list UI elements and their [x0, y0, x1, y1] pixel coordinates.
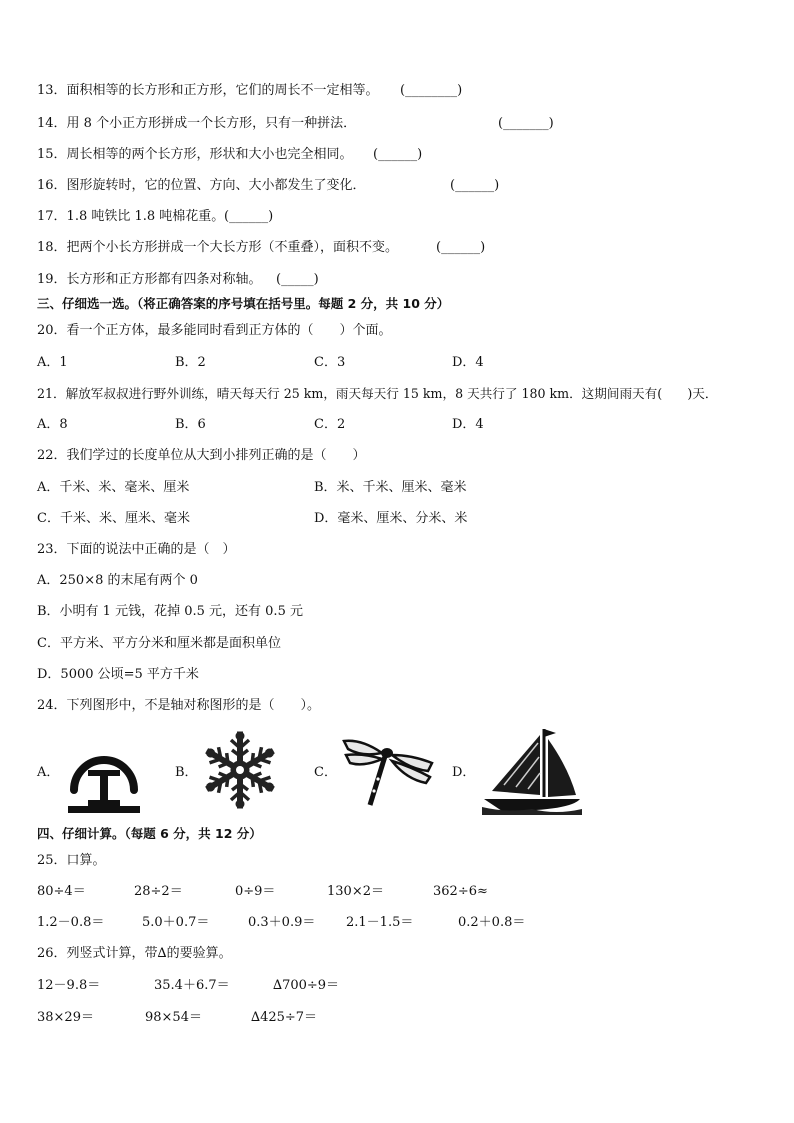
option-24-b-label[interactable]: B． [175, 765, 198, 780]
calc-25-4: 130×2＝ [327, 884, 384, 899]
question-13: 13．面积相等的长方形和正方形，它们的周长不一定相等。 [37, 83, 379, 98]
answer-blank-18[interactable]: (______) [436, 240, 486, 255]
question-22: 22．我们学过的长度单位从大到小排列正确的是（ ） [37, 448, 366, 463]
building-symbol-icon [64, 728, 144, 814]
question-20: 20．看一个正方体，最多能同时看到正方体的（ ）个面。 [37, 323, 392, 338]
dragonfly-icon [340, 733, 434, 809]
option-24-a-label[interactable]: A． [37, 765, 60, 780]
calc-25-2: 28÷2＝ [134, 884, 183, 899]
option-22-d[interactable]: D．毫米、厘米、分米、米 [314, 511, 468, 526]
option-21-c[interactable]: C．2 [314, 417, 346, 432]
question-17: 17．1.8 吨铁比 1.8 吨棉花重。 [37, 209, 225, 224]
option-21-a[interactable]: A．8 [37, 417, 68, 432]
answer-blank-14[interactable]: (_______) [498, 116, 554, 131]
calc-25-8: 0.3＋0.9＝ [248, 915, 316, 930]
option-20-d[interactable]: D．4 [452, 355, 484, 370]
option-21-d[interactable]: D．4 [452, 417, 484, 432]
question-15: 15．周长相等的两个长方形，形状和大小也完全相同。 [37, 147, 353, 162]
question-24: 24．下列图形中，不是轴对称图形的是（ ）。 [37, 698, 321, 713]
calc-25-7: 5.0＋0.7＝ [142, 915, 210, 930]
calc-25-5: 362÷6≈ [433, 884, 488, 899]
answer-blank-15[interactable]: (______) [373, 147, 423, 162]
option-24-d-label[interactable]: D． [452, 765, 476, 780]
option-22-b[interactable]: B．米、千米、厘米、毫米 [314, 480, 467, 495]
calc-26-4: 38×29＝ [37, 1010, 94, 1025]
option-20-a[interactable]: A．1 [37, 355, 68, 370]
calc-25-9: 2.1－1.5＝ [346, 915, 414, 930]
option-24-c-label[interactable]: C． [314, 765, 337, 780]
option-20-c[interactable]: C．3 [314, 355, 346, 370]
calc-25-10: 0.2＋0.8＝ [458, 915, 526, 930]
answer-blank-13[interactable]: (________) [400, 83, 463, 98]
option-23-b[interactable]: B．小明有 1 元钱，花掉 0.5 元，还有 0.5 元 [37, 604, 303, 619]
option-23-d[interactable]: D．5000 公顷=5 平方千米 [37, 667, 199, 682]
question-23: 23．下面的说法中正确的是（ ） [37, 542, 236, 557]
question-21: 21．解放军叔叔进行野外训练，晴天每天行 25 km，雨天每天行 15 km，8 天共行了 180 km．这期间雨天有( )天． [37, 386, 718, 401]
calc-26-2: 35.4＋6.7＝ [154, 978, 230, 993]
calc-26-1: 12－9.8＝ [37, 978, 101, 993]
answer-blank-19[interactable]: (_____) [276, 272, 319, 287]
question-25: 25．口算。 [37, 853, 106, 868]
option-23-a[interactable]: A．250×8 的末尾有两个 0 [37, 573, 198, 588]
section-4-heading: 四、仔细计算。（每题 6 分，共 12 分） [37, 826, 262, 841]
calc-25-6: 1.2－0.8＝ [37, 915, 105, 930]
calc-25-3: 0÷9＝ [235, 884, 276, 899]
question-14: 14．用 8 个小正方形拼成一个长方形，只有一种拼法． [37, 116, 357, 131]
snowflake-icon [201, 730, 279, 810]
answer-blank-17[interactable]: (______) [224, 209, 274, 224]
question-18: 18．把两个小长方形拼成一个大长方形（不重叠），面积不变。 [37, 240, 399, 255]
option-22-a[interactable]: A．千米、米、毫米、厘米 [37, 480, 190, 495]
calc-25-1: 80÷4＝ [37, 884, 86, 899]
question-16: 16．图形旋转时，它的位置、方向、大小都发生了变化． [37, 178, 366, 193]
section-3-heading: 三、仔细选一选。（将正确答案的序号填在括号里。每题 2 分，共 10 分） [37, 296, 450, 311]
calc-26-3: ∆700÷9＝ [273, 978, 340, 993]
sailboat-icon [478, 725, 584, 817]
question-19: 19．长方形和正方形都有四条对称轴。 [37, 272, 262, 287]
option-21-b[interactable]: B．6 [175, 417, 206, 432]
option-22-c[interactable]: C．千米、米、厘米、毫米 [37, 511, 190, 526]
question-26: 26．列竖式计算，带∆的要验算。 [37, 946, 232, 961]
answer-blank-16[interactable]: (______) [450, 178, 500, 193]
calc-26-6: ∆425÷7＝ [251, 1010, 318, 1025]
option-23-c[interactable]: C．平方米、平方分米和厘米都是面积单位 [37, 636, 281, 651]
calc-26-5: 98×54＝ [145, 1010, 202, 1025]
option-20-b[interactable]: B．2 [175, 355, 206, 370]
